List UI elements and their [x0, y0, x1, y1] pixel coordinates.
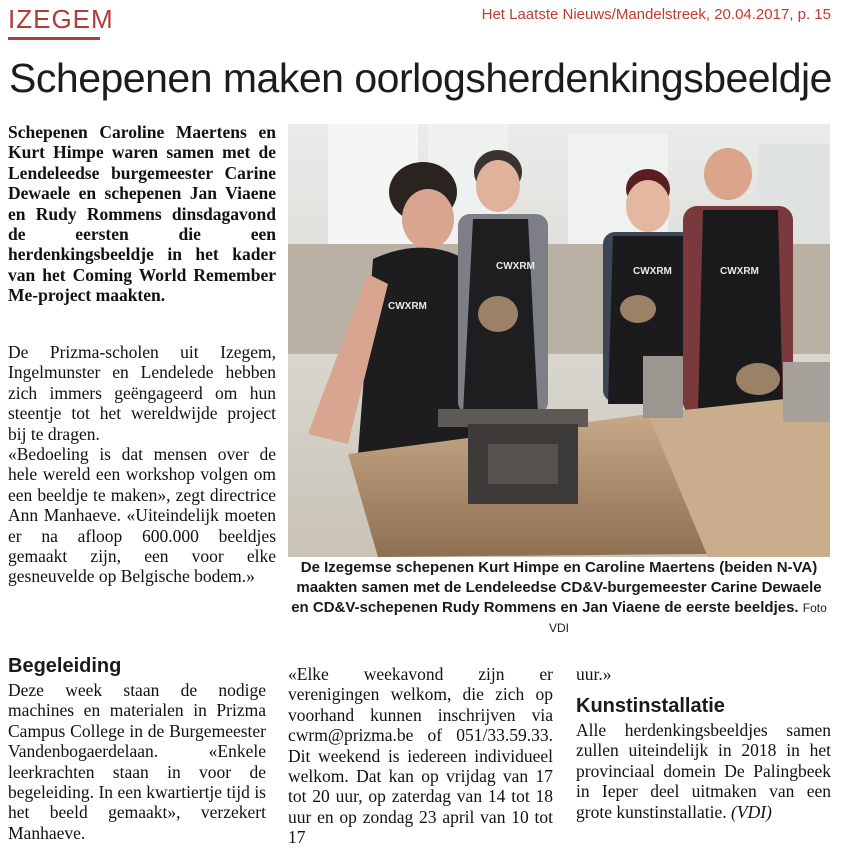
news-photo	[288, 124, 830, 557]
caption-text: De Izegemse schepenen Kurt Himpe en Caroline Maertens (beiden N-VA) maakten samen met de Lendeleedse CD&V-burgemeester Carine Dewaele en CD&V-schepenen Rudy Rommens en Jan Viaene de eerste beeldjes.	[291, 559, 822, 616]
section-underline	[8, 37, 100, 40]
apron-logo: CWXRM	[388, 301, 427, 312]
section-label: IZEGEM	[8, 4, 114, 34]
body-column-3: «Elke weekavond zijn er verenigingen welkom, die zich op voorhand kunnen inschrijven via cwrm@prizma.be of 051/33.59.33. Dit weekend is iedereen individueel welkom. Dat kan op vrijdag van 17 tot 20 uur, op zaterdag van 14 tot 18 uur en op zondag 23 april van 10 tot 17	[288, 664, 553, 848]
body-column-4-top: uur.»	[576, 664, 612, 684]
apron-logo: CWXRM	[720, 266, 759, 277]
workshop-photo-illustration	[288, 124, 830, 557]
body-paragraph: De Prizma-scholen uit Izegem, Ingelmunster en Lendelede hebben zich immers geëngageerd om hun steentje tot het wereldwijde project bij te dragen.	[8, 342, 276, 444]
body-text: Alle herdenkingsbeeldjes samen zullen uiteindelijk in 2018 in het provinciaal domein De Palingbeek in Ieper deel uitmaken van een grote kunstinstallatie.	[576, 720, 831, 822]
author-credit: (VDI)	[731, 801, 772, 822]
lead-paragraph: Schepenen Caroline Maertens en Kurt Himpe waren samen met de Lendeleedse burgemeester Carine Dewaele en schepenen Jan Viaene en Rudy Rommens dinsdagavond de eersten die een herdenkingsbeeldje in het kader van het Coming World Remember Me-project maakten.	[8, 122, 276, 306]
body-paragraph: «Bedoeling is dat mensen over de hele wereld een workshop volgen om een beeldje te maken», zegt directrice Ann Manhaeve. «Uiteindelijk moeten er na afloop 600.000 beeldjes gemaakt zijn, een voor elke gesneuvelde op Belgische bodem.»	[8, 444, 276, 587]
body-column-1	[8, 342, 276, 587]
apron-logo: CWXRM	[633, 266, 672, 277]
body-column-2: Deze week staan de nodige machines en materialen in Prizma Campus College in de Burgemeester Vandenbogaerdelaan. «Enkele leerkrachten staan in voor de begeleiding. In een kwartiertje tijd is het beeld gemaakt», verzekert Manhaeve.	[8, 680, 266, 843]
photo-credit: Foto VDI	[548, 601, 827, 635]
photo-caption	[288, 558, 830, 638]
body-column-4	[576, 720, 831, 822]
source-line: Het Laatste Nieuws/Mandelstreek, 20.04.2017, p. 15	[481, 6, 831, 23]
subheading-begeleiding: Begeleiding	[8, 655, 122, 677]
apron-logo: CWXRM	[496, 261, 535, 272]
headline: Schepenen maken oorlogsherdenkingsbeeldje	[9, 55, 832, 101]
subheading-kunstinstallatie: Kunstinstallatie	[576, 695, 725, 717]
